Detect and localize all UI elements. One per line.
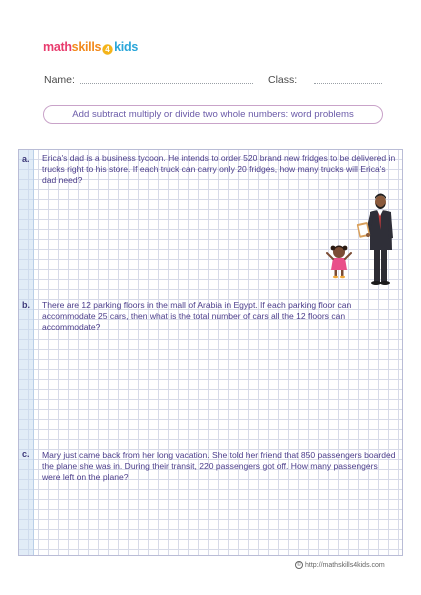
logo-text	[43, 40, 101, 54]
footer-url[interactable]: http://mathskills4kids.com	[305, 562, 385, 569]
svg-text:4: 4	[105, 44, 110, 54]
class-label: Class:	[268, 74, 298, 86]
worksheet-title-text: Add subtract multiply or divide two whole numbers: word problems	[72, 109, 354, 120]
question-a-label: a.	[22, 154, 30, 164]
footer	[295, 561, 385, 569]
name-label: Name:	[44, 74, 75, 86]
girl-figure	[327, 246, 351, 279]
logo-badge-icon	[102, 42, 113, 53]
class-field[interactable]	[314, 83, 382, 84]
logo-text-part2: kids	[114, 40, 138, 54]
question-c-label: c.	[22, 449, 30, 459]
logo-text-part1	[43, 40, 101, 54]
question-a-text: Erica's dad is a business tycoon. He intends to order 520 brand new fridges to be delivered in trucks right to his store. If each truck can carry only 20 fridges, how many trucks will Erica's dad need?	[42, 153, 396, 186]
logo-skills: skills	[71, 40, 102, 54]
businessman-figure	[357, 194, 393, 286]
businessman-and-girl-illustration	[325, 190, 400, 290]
logo	[43, 40, 138, 54]
worksheet-title	[43, 105, 383, 124]
logo-math: math	[43, 40, 72, 54]
question-b-label: b.	[22, 300, 30, 310]
question-b-text: There are 12 parking floors in the mall of Arabia in Egypt. If each parking floor can accommodate 25 cars, then what is the total number of cars all the 12 floors can accommodate?	[42, 300, 352, 333]
question-c-text: Mary just came back from her long vacation. She told her friend that 850 passengers boarded the plane she was in. During their transit, 220 passengers got off. How many passengers were left on the plane?	[42, 450, 396, 483]
margin-strip	[19, 150, 34, 555]
name-field[interactable]	[80, 83, 253, 84]
copyright-icon: ©	[295, 561, 303, 569]
